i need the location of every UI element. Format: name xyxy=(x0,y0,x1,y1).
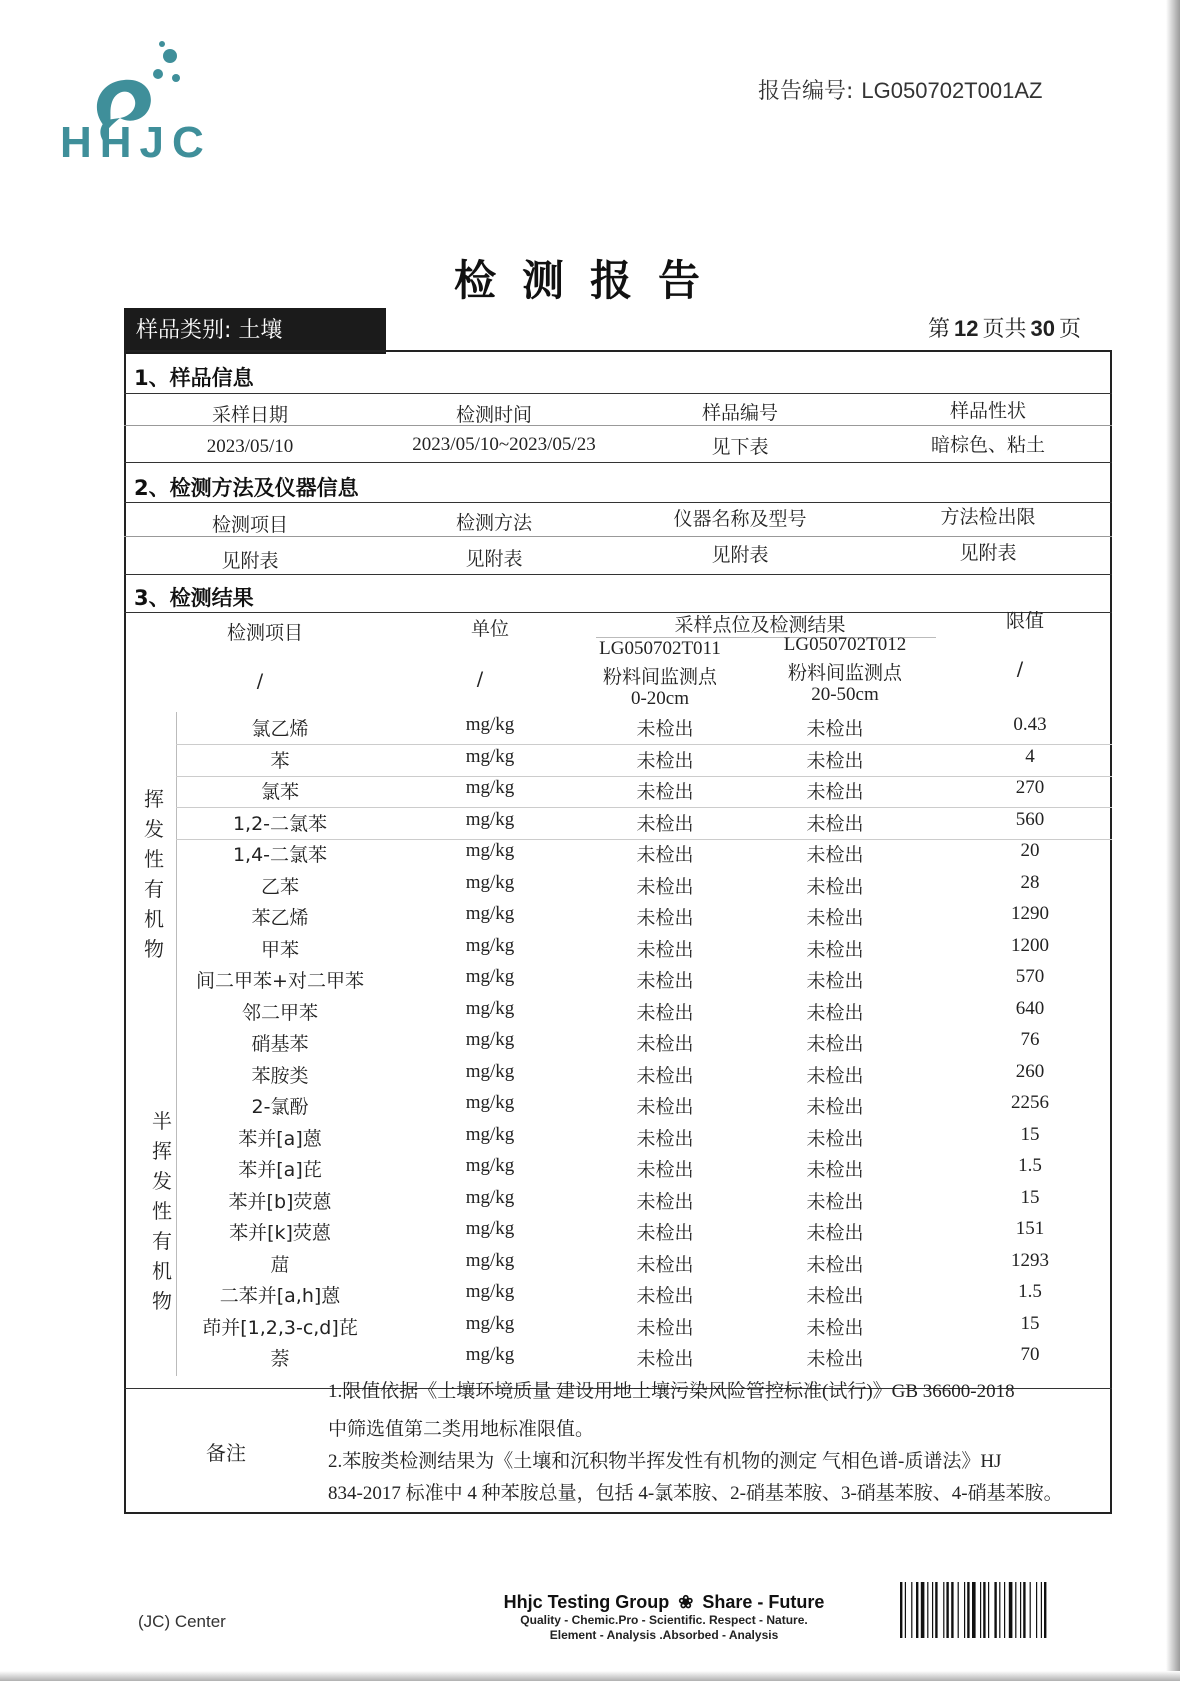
footer-sub-1: Quality - Chemic.Pro - Scientific. Respect - Nature. xyxy=(520,1613,808,1627)
s2-header-detection-limit: 方法检出限 xyxy=(940,506,1036,528)
cell-limit: 560 xyxy=(1015,808,1045,830)
cell-r2: 未检出 xyxy=(806,907,864,929)
cell-r1: 未检出 xyxy=(636,1348,694,1370)
cell-unit: mg/kg xyxy=(465,1029,515,1050)
page-total: 30 xyxy=(1030,316,1055,341)
cell-limit: 76 xyxy=(1020,1029,1040,1050)
cell-unit: mg/kg xyxy=(465,808,515,830)
cell-unit: mg/kg xyxy=(465,1281,515,1302)
cell-item: 氯乙烯 xyxy=(251,718,309,740)
s3-header-unit: 单位 xyxy=(470,618,509,640)
barcode-icon xyxy=(900,1582,1086,1638)
cell-item: 硝基苯 xyxy=(251,1033,309,1055)
report-number-label: 报告编号: xyxy=(758,79,854,104)
page-suffix: 页 xyxy=(1059,317,1082,342)
group-volatile-char: 有 xyxy=(144,877,164,901)
s1-value-date: 2023/05/10 xyxy=(206,436,294,457)
group-semivolatile-char: 性 xyxy=(152,1199,172,1223)
cell-r2: 未检出 xyxy=(806,1348,864,1370)
s1-header-sample-no: 样品编号 xyxy=(701,402,778,424)
flower-icon: ❀ xyxy=(678,1592,694,1612)
cell-r2: 未检出 xyxy=(806,1064,864,1087)
cell-unit: mg/kg xyxy=(465,1155,515,1176)
cell-r2: 未检出 xyxy=(806,1190,864,1213)
cell-limit: 15 xyxy=(1020,1312,1040,1334)
report-number xyxy=(758,74,1042,105)
cell-r1: 未检出 xyxy=(636,718,694,740)
cell-r1: 未检出 xyxy=(636,749,694,772)
page-edge-shadow-bottom xyxy=(0,1671,1180,1681)
cell-item: 间二甲苯+对二甲苯 xyxy=(196,970,364,992)
cell-limit: 2256 xyxy=(1011,1092,1049,1113)
cell-r1: 未检出 xyxy=(636,1127,694,1150)
cell-limit: 1.5 xyxy=(1018,1281,1042,1302)
s1-header-sample-state: 样品性状 xyxy=(949,400,1026,422)
footer-brand-block xyxy=(494,1592,834,1643)
s3-sub-limit: / xyxy=(1016,658,1024,680)
point2-depth: 20-50cm xyxy=(811,684,879,705)
cell-item: 二苯并[a,h]蒽 xyxy=(219,1285,341,1307)
sample-type-label: 样品类别: 土壤 xyxy=(124,308,386,354)
cell-unit: mg/kg xyxy=(465,966,515,987)
cell-r1: 未检出 xyxy=(636,1064,694,1087)
divider xyxy=(124,393,1112,394)
cell-r1: 未检出 xyxy=(636,907,694,929)
cell-limit: 28 xyxy=(1020,871,1040,893)
group-volatile-char: 挥 xyxy=(144,787,164,811)
footer-slogan: Share - Future xyxy=(702,1592,825,1612)
cell-item: 䓛 xyxy=(270,1253,290,1276)
point1-name: 粉料间监测点 xyxy=(602,666,717,688)
note-line-4: 834-2017 标准中 4 种苯胺总量，包括 4-氯苯胺、2-硝基苯胺、3-硝基苯胺、4-硝基苯胺。 xyxy=(328,1483,1063,1504)
s3-header-limit: 限值 xyxy=(1005,610,1044,632)
cell-r1: 未检出 xyxy=(636,875,694,898)
cell-r2: 未检出 xyxy=(806,781,864,803)
s2-header-item: 检测项目 xyxy=(211,514,288,536)
group-volatile-char: 性 xyxy=(144,847,164,871)
cell-r2: 未检出 xyxy=(806,1001,864,1024)
group-volatile-char: 发 xyxy=(144,817,164,841)
cell-item: 苯并[k]荧蒽 xyxy=(229,1222,331,1244)
cell-item: 苯并[b]荧蒽 xyxy=(228,1190,332,1213)
cell-limit: 1293 xyxy=(1011,1249,1049,1271)
s2-value-method: 见附表 xyxy=(465,548,523,570)
cell-unit: mg/kg xyxy=(465,714,515,735)
cell-r1: 未检出 xyxy=(636,1096,694,1118)
footer-brand-line xyxy=(494,1592,834,1613)
cell-r1: 未检出 xyxy=(636,970,694,992)
cell-item: 苯胺类 xyxy=(251,1064,309,1087)
cell-r2: 未检出 xyxy=(806,938,864,961)
cell-item: 茚并[1,2,3-c,d]芘 xyxy=(202,1316,358,1339)
s1-header-test-time: 检测时间 xyxy=(455,404,532,426)
page-current: 12 xyxy=(954,316,979,341)
cell-limit: 260 xyxy=(1015,1060,1045,1082)
group-semivolatile-char: 半 xyxy=(152,1109,172,1133)
cell-limit: 570 xyxy=(1015,966,1045,987)
group-semivolatile-char: 物 xyxy=(152,1289,172,1313)
notes-label: 备注 xyxy=(206,1441,246,1465)
cell-r2: 未检出 xyxy=(806,844,864,866)
cell-item: 苯并[a]芘 xyxy=(238,1159,322,1181)
s2-header-method: 检测方法 xyxy=(455,512,532,534)
group-volatile-char: 物 xyxy=(144,937,164,961)
cell-r2: 未检出 xyxy=(806,1127,864,1150)
footer-center-label: (JC) Center xyxy=(138,1612,226,1631)
group-semivolatile-char: 发 xyxy=(152,1169,172,1193)
cell-r1: 未检出 xyxy=(636,1159,694,1181)
cell-item: 1,2-二氯苯 xyxy=(232,812,328,835)
cell-r2: 未检出 xyxy=(806,970,864,992)
cell-r2: 未检出 xyxy=(806,1222,864,1244)
cell-unit: mg/kg xyxy=(465,1249,515,1271)
cell-limit: 4 xyxy=(1025,745,1035,767)
section1-title: 1、样品信息 xyxy=(134,366,254,390)
report-number-value: LG050702T001AZ xyxy=(861,78,1043,103)
cell-limit: 15 xyxy=(1020,1123,1040,1145)
page-mid: 页共 xyxy=(982,317,1027,342)
cell-r1: 未检出 xyxy=(636,781,694,803)
cell-limit: 1200 xyxy=(1011,934,1049,956)
point2-name: 粉料间监测点 xyxy=(787,662,902,684)
cell-item: 2-氯酚 xyxy=(251,1096,309,1118)
divider xyxy=(124,574,1112,575)
cell-limit: 270 xyxy=(1015,777,1045,798)
cell-unit: mg/kg xyxy=(465,997,515,1019)
cell-r1: 未检出 xyxy=(636,1222,694,1244)
cell-limit: 151 xyxy=(1015,1218,1045,1239)
cell-r2: 未检出 xyxy=(806,875,864,898)
cell-r1: 未检出 xyxy=(636,1001,694,1024)
s1-header-date: 采样日期 xyxy=(211,404,288,426)
group-semivolatile-char: 有 xyxy=(152,1229,172,1253)
page-prefix: 第 xyxy=(928,317,951,342)
cell-r1: 未检出 xyxy=(636,1190,694,1213)
cell-unit: mg/kg xyxy=(465,745,515,767)
cell-r2: 未检出 xyxy=(806,1285,864,1307)
cell-unit: mg/kg xyxy=(465,1092,515,1113)
cell-limit: 20 xyxy=(1020,840,1040,861)
s2-header-instrument: 仪器名称及型号 xyxy=(673,508,807,530)
page-indicator xyxy=(928,312,1081,343)
cell-item: 萘 xyxy=(270,1348,290,1370)
s1-value-sample-state: 暗棕色、粘土 xyxy=(930,434,1045,456)
cell-r2: 未检出 xyxy=(806,812,864,835)
divider xyxy=(124,462,1112,463)
cell-limit: 640 xyxy=(1015,997,1045,1019)
s1-value-test-time: 2023/05/10~2023/05/23 xyxy=(412,434,596,455)
cell-unit: mg/kg xyxy=(465,871,515,893)
cell-r2: 未检出 xyxy=(806,1253,864,1276)
cell-unit: mg/kg xyxy=(465,840,515,861)
cell-limit: 1.5 xyxy=(1018,1155,1042,1176)
s2-value-detection-limit: 见附表 xyxy=(959,542,1017,564)
cell-item: 1,4-二氯苯 xyxy=(232,844,328,866)
cell-item: 苯并[a]蒽 xyxy=(238,1127,322,1150)
s3-header-item: 检测项目 xyxy=(226,622,303,644)
cell-unit: mg/kg xyxy=(465,1123,515,1145)
s3-header-result: 采样点位及检测结果 xyxy=(674,614,846,636)
group-volatile-char: 机 xyxy=(144,907,164,931)
logo-text: HHJC xyxy=(60,118,212,167)
s2-value-item: 见附表 xyxy=(221,550,279,572)
cell-r1: 未检出 xyxy=(636,1316,694,1339)
cell-r1: 未检出 xyxy=(636,812,694,835)
s1-value-sample-no: 见下表 xyxy=(711,436,769,458)
cell-r1: 未检出 xyxy=(636,1253,694,1276)
point2-id: LG050702T012 xyxy=(783,634,907,655)
cell-limit: 15 xyxy=(1020,1186,1040,1208)
s2-value-instrument: 见附表 xyxy=(711,544,769,566)
point1-depth: 0-20cm xyxy=(630,688,690,709)
cell-item: 甲苯 xyxy=(260,938,299,961)
point1-id: LG050702T011 xyxy=(599,638,721,659)
cell-item: 乙苯 xyxy=(260,875,299,898)
section3-title: 3、检测结果 xyxy=(134,586,254,610)
group-divider-line xyxy=(176,712,177,1376)
s3-sub-unit: / xyxy=(476,668,484,690)
note-line-3: 2.苯胺类检测结果为《土壤和沉积物半挥发性有机物的测定 气相色谱-质谱法》HJ xyxy=(328,1451,1002,1472)
section2-title: 2、检测方法及仪器信息 xyxy=(134,476,359,500)
cell-item: 苯 xyxy=(270,749,290,772)
footer-sub-2: Element - Analysis .Absorbed - Analysis xyxy=(549,1628,779,1642)
note-line-2: 中筛选值第二类用地标准限值。 xyxy=(328,1419,595,1440)
group-semivolatile-char: 挥 xyxy=(152,1139,172,1163)
cell-limit: 1290 xyxy=(1011,903,1049,924)
cell-r2: 未检出 xyxy=(806,1033,864,1055)
cell-unit: mg/kg xyxy=(465,1312,515,1334)
cell-unit: mg/kg xyxy=(465,1186,515,1208)
cell-limit: 70 xyxy=(1020,1344,1040,1365)
cell-r2: 未检出 xyxy=(806,1096,864,1118)
cell-r1: 未检出 xyxy=(636,1285,694,1307)
cell-r1: 未检出 xyxy=(636,1033,694,1055)
group-semivolatile-char: 机 xyxy=(152,1259,172,1283)
cell-unit: mg/kg xyxy=(465,777,515,798)
note-line-1: 1.限值依据《土壤环境质量 建设用地土壤污染风险管控标准(试行)》GB 36600-2018 xyxy=(328,1381,1015,1402)
cell-r1: 未检出 xyxy=(636,938,694,961)
cell-r2: 未检出 xyxy=(806,1159,864,1181)
page-title: 检测报告 xyxy=(453,256,726,305)
cell-unit: mg/kg xyxy=(465,1344,515,1365)
cell-item: 邻二甲苯 xyxy=(241,1001,318,1024)
cell-unit: mg/kg xyxy=(465,903,515,924)
cell-item: 苯乙烯 xyxy=(251,907,309,929)
cell-r2: 未检出 xyxy=(806,749,864,772)
cell-unit: mg/kg xyxy=(465,1218,515,1239)
cell-r1: 未检出 xyxy=(636,844,694,866)
cell-limit: 0.43 xyxy=(1013,714,1047,735)
cell-r2: 未检出 xyxy=(806,1316,864,1339)
cell-unit: mg/kg xyxy=(465,1060,515,1082)
footer-brand: Hhjc Testing Group xyxy=(503,1592,670,1612)
cell-r2: 未检出 xyxy=(806,718,864,740)
s3-sub-item: / xyxy=(256,670,264,692)
cell-unit: mg/kg xyxy=(465,934,515,956)
cell-item: 氯苯 xyxy=(260,781,299,803)
